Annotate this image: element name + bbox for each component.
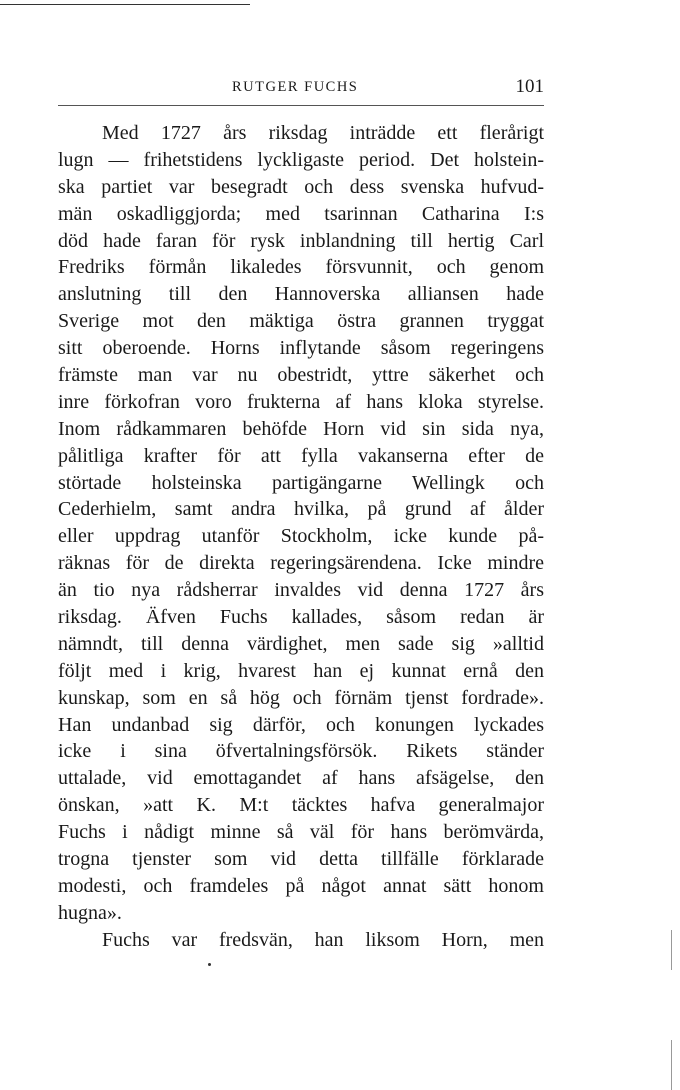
text-line: ska partiet var besegradt och dess svenska hufvud- [58, 175, 544, 198]
text-line: störtade holsteinska partigängarne Wellingk och [58, 471, 544, 494]
running-title: RUTGER FUCHS [232, 79, 359, 95]
ink-speck [208, 963, 211, 966]
text-line: Cederhielm, samt andra hvilka, på grund af ålder [58, 498, 544, 521]
text-line: trogna tjenster som vid detta tillfälle förklarade [58, 848, 544, 871]
text-line: Fuchs var fredsvän, han liksom Horn, men [102, 928, 544, 951]
body-text [58, 120, 544, 954]
scan-edge-mark [671, 1040, 672, 1090]
text-line: modesti, och framdeles på något annat sätt honom [58, 874, 544, 897]
text-line: främste man var nu obestridt, yttre säkerhet och [58, 364, 544, 387]
text-line: Han undanbad sig därför, och konungen lyckades [58, 713, 544, 736]
text-line: räknas för de direkta regeringsärendena. Icke mindre [58, 552, 544, 575]
top-edge-rule [0, 4, 250, 5]
text-line: Fuchs i nådigt minne så väl för hans berömvärda, [58, 821, 544, 844]
page-header [58, 76, 544, 100]
text-line: män oskadliggjorda; med tsarinnan Catharina I:s [58, 202, 544, 225]
text-line: önskan, »att K. M:t täcktes hafva generalmajor [58, 794, 544, 817]
text-line: Inom rådkammaren behöfde Horn vid sin sida nya, [58, 417, 544, 440]
text-line: Med 1727 års riksdag inträdde ett flerårigt [102, 122, 544, 144]
text-line: än tio nya rådsherrar invaldes vid denna 1727 års [58, 579, 544, 602]
text-line: inre förkofran voro frukterna af hans kloka styrelse. [58, 390, 544, 413]
text-line: sitt oberoende. Horns inflytande såsom regeringens [58, 337, 544, 360]
text-line: anslutning till den Hannoverska alliansen hade [58, 283, 544, 306]
text-line: Sverige mot den mäktiga östra grannen tryggat [58, 310, 544, 333]
text-line: nämndt, till denna värdighet, men sade sig »alltid [58, 632, 544, 655]
scan-edge-mark [671, 930, 672, 970]
text-line: följt med i krig, hvarest han ej kunnat ernå den [58, 659, 544, 682]
text-line: eller uppdrag utanför Stockholm, icke kunde på- [58, 525, 544, 548]
text-line: pålitliga krafter för att fylla vakanserna efter de [58, 444, 544, 467]
header-rule [58, 105, 544, 106]
text-line: riksdag. Äfven Fuchs kallades, såsom redan är [58, 606, 544, 629]
text-line: uttalade, vid emottagandet af hans afsägelse, den [58, 767, 544, 790]
page-number: 101 [515, 76, 544, 97]
text-line: kunskap, som en så hög och förnäm tjenst fordrade». [58, 686, 544, 709]
text-line: hugna». [58, 901, 122, 924]
text-line: lugn — frihetstidens lyckligaste period. Det holstein- [58, 148, 544, 171]
text-line: död hade faran för rysk inblandning till hertig Carl [58, 229, 544, 252]
text-line: icke i sina öfvertalningsförsök. Rikets ständer [58, 740, 544, 763]
text-line: Fredriks förmån likaledes försvunnit, och genom [58, 256, 544, 279]
